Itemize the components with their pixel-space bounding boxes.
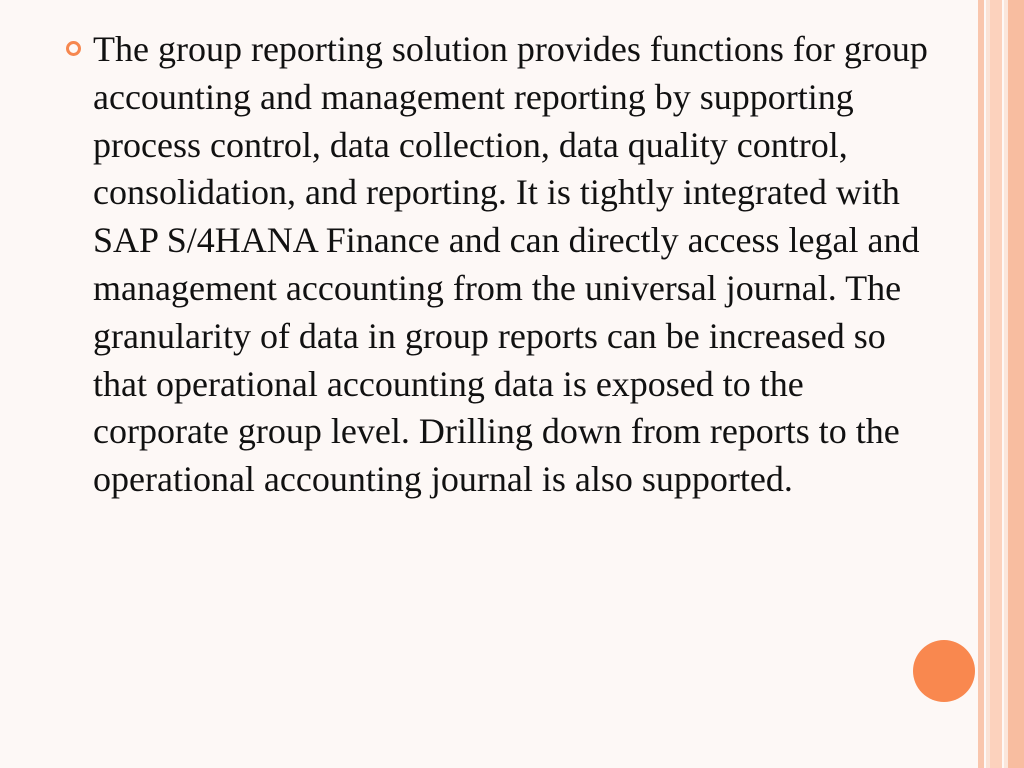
decorative-stripe [1008,0,1024,768]
hollow-circle-bullet-icon [66,41,81,56]
bullet-item [60,26,940,504]
decorative-stripe [978,0,984,768]
decorative-circle [913,640,975,702]
slide-body [60,26,940,504]
decorative-stripe [990,0,1002,768]
bullet-text: The group reporting solution provides functions for group accounting and management reporting by supporting process control, data collection, data quality control, consolidation, and reporting. It is tightly integrated with SAP S/4HANA Finance and can directly access legal and management accounting from the universal journal. The granularity of data in group reports can be increased so that operational accounting data is exposed to the corporate group level. Drilling down from reports to the operational accounting journal is also supported. [93,29,928,500]
